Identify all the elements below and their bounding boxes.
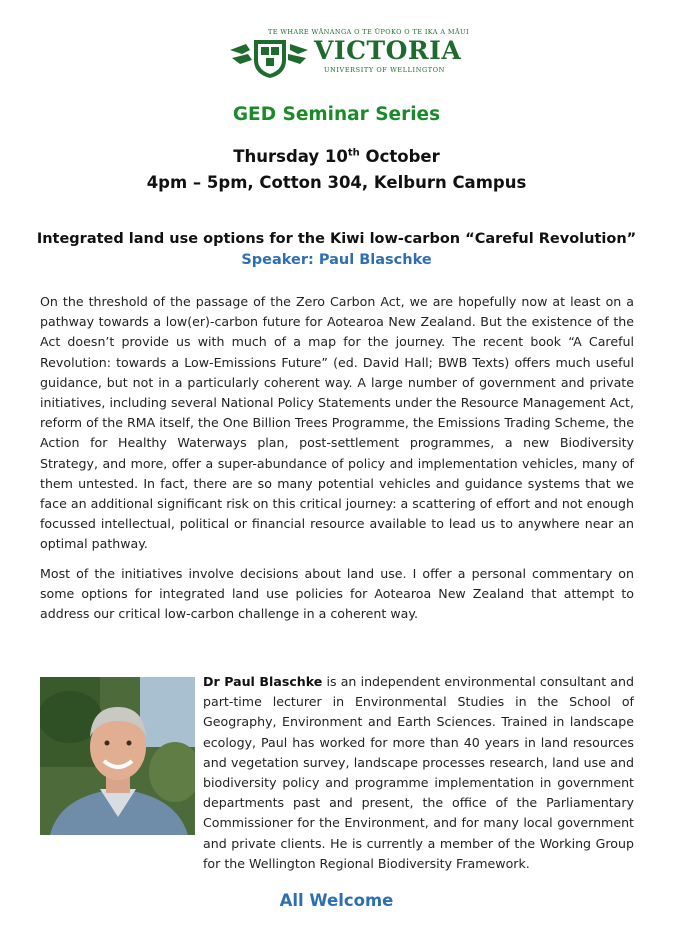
- event-date: [0, 147, 673, 166]
- crest-icon: [228, 36, 312, 80]
- date-prefix: Thursday 10: [233, 147, 348, 166]
- bio-name: Dr Paul Blaschke: [203, 674, 323, 689]
- logo-name: VICTORIA: [314, 36, 462, 65]
- logo-tagline: TE WHARE WĀNANGA O TE ŪPOKO O TE IKA A MĀUI: [268, 28, 469, 36]
- date-month: October: [359, 147, 440, 166]
- logo-subtitle: UNIVERSITY OF WELLINGTON: [324, 66, 445, 74]
- university-logo: [228, 26, 469, 84]
- abstract-paragraph-2: Most of the initiatives involve decisions about land use. I offer a personal commentary on some options for integrated land use policies for Aotearoa New Zealand that attempt to address our critical low-carbon challenge in a coherent way.: [40, 566, 634, 622]
- speaker-bio: [203, 672, 634, 874]
- speaker-name: Speaker: Paul Blaschke: [241, 252, 432, 268]
- talk-title: Integrated land use options for the Kiwi low-carbon “Careful Revolution”: [36, 231, 637, 247]
- date-suffix: th: [347, 147, 360, 159]
- event-time-location: 4pm – 5pm, Cotton 304, Kelburn Campus: [146, 173, 527, 192]
- all-welcome: All Welcome: [279, 891, 394, 910]
- speaker-photo: [40, 677, 195, 835]
- series-title: GED Seminar Series: [232, 104, 441, 125]
- abstract-paragraph-1: On the threshold of the passage of the Zero Carbon Act, we are hopefully now at least on a pathway towards a low(er)-carbon future for Aotearoa New Zealand. But the existence of the Act doesn’t provide us with much of a map for the journey. The recent book “A Careful Revolution: towards a Low-Emissions Future” (ed. David Hall; BWB Texts) offers much useful guidance, but not in a particularly coherent way. A large number of government and private initiatives, including several National Policy Statements under the Resource Management Act, reform of the RMA itself, the One Billion Trees Programme, the Emissions Trading Scheme, the Action for Healthy Waterways plan, post-settlement programmes, a new Biodiversity Strategy, and more, offer a super-abundance of policy and implementation vehicles, many of them untested. In fact, there are so many potential vehicles and guidance systems that we face an additional significant risk on this critical journey: a scattering of effort and not enough focussed intellectual, political or financial resource available to lead us to anywhere near an optimal pathway.: [40, 294, 634, 552]
- bio-text: is an independent environmental consultant and part-time lecturer in Environmental Studies in the School of Geography, Environment and Earth Sciences. Trained in landscape ecology, Paul has worked for more than 40 years in land resources and vegetation survey, landscape processes research, land use and biodiversity policy and programme implementation in government departments past and present, the office of the Parliamentary Commissioner for the Environment, and for many local government and private clients. He is currently a member of the Working Group for the Wellington Regional Biodiversity Framework.: [203, 674, 634, 871]
